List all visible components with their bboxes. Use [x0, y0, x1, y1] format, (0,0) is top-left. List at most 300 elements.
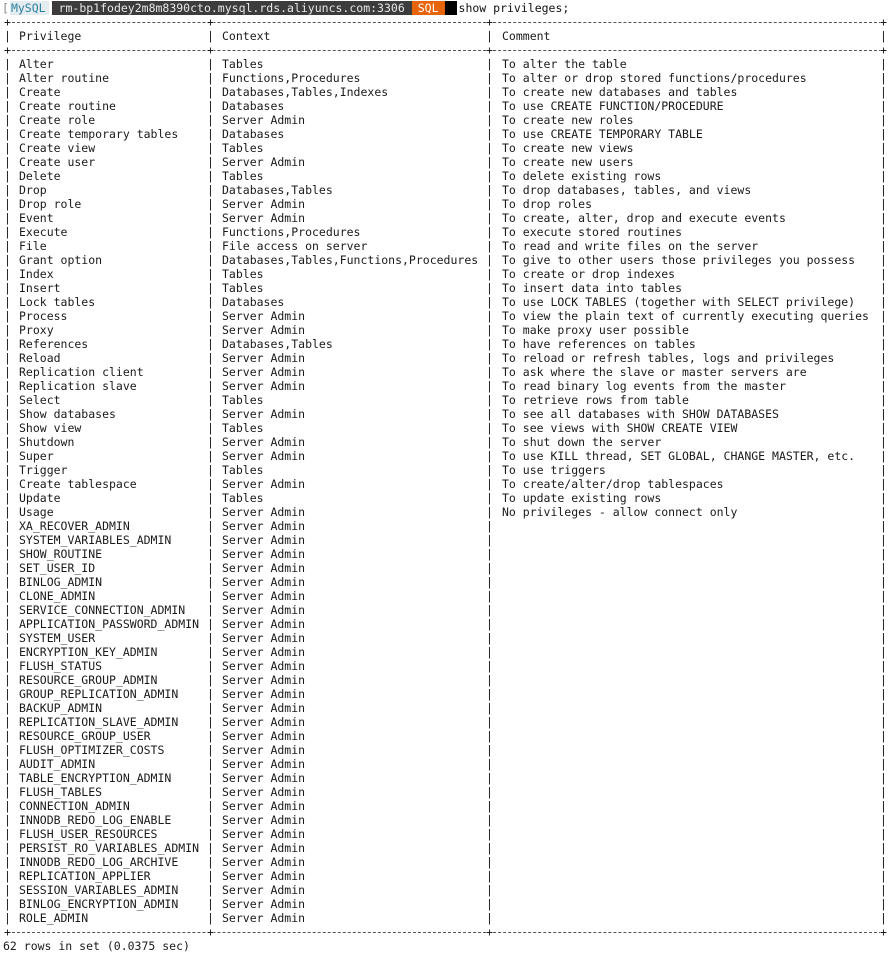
table-cell: APPLICATION_PASSWORD_ADMIN [19, 617, 200, 631]
table-cell: Delete [19, 169, 61, 183]
table-cell: Server Admin [222, 687, 306, 701]
column-separator: | [880, 183, 887, 197]
table-cell: Server Admin [222, 813, 306, 827]
column-separator: | [486, 561, 493, 575]
table-cell: Server Admin [222, 365, 306, 379]
table-cell: Server Admin [222, 197, 306, 211]
table-cell: Server Admin [222, 323, 306, 337]
table-cell: Server Admin [222, 897, 306, 911]
table-cell: To insert data into tables [502, 281, 683, 295]
column-separator: | [880, 71, 887, 85]
column-separator: | [486, 883, 493, 897]
table-row [0, 393, 892, 407]
column-separator: | [4, 379, 11, 393]
table-row [0, 855, 892, 869]
table-cell: To create new views [502, 141, 634, 155]
table-bottom-border [7, 932, 887, 934]
column-separator: | [486, 351, 493, 365]
table-cell: To alter or drop stored functions/procedures [502, 71, 807, 85]
column-separator: | [880, 631, 887, 645]
table-cell: Server Admin [222, 575, 306, 589]
table-row [0, 701, 892, 715]
table-row [0, 505, 892, 519]
shell-prompt [2, 1, 569, 15]
table-row [0, 365, 892, 379]
table-row [0, 841, 892, 855]
table-cell: XA_RECOVER_ADMIN [19, 519, 130, 533]
table-cell: Show view [19, 421, 82, 435]
table-cell: Tables [222, 169, 264, 183]
column-separator: | [880, 393, 887, 407]
table-cell: To create, alter, drop and execute events [502, 211, 786, 225]
table-cell: Tables [222, 57, 264, 71]
column-separator: | [4, 813, 11, 827]
table-row [0, 491, 892, 505]
column-separator: | [486, 155, 493, 169]
table-cell: Create role [19, 113, 96, 127]
table-header-border [7, 50, 887, 52]
table-cell: Alter [19, 57, 54, 71]
table-cell: Functions,Procedures [222, 71, 361, 85]
table-cell: Server Admin [222, 603, 306, 617]
table-row [0, 57, 892, 71]
column-separator: | [207, 575, 214, 589]
column-separator: | [486, 729, 493, 743]
border-corner: + [880, 925, 887, 939]
column-separator: | [486, 841, 493, 855]
table-cell: SHOW_ROUTINE [19, 547, 103, 561]
table-cell: Proxy [19, 323, 54, 337]
table-row [0, 463, 892, 477]
table-cell: Server Admin [222, 771, 306, 785]
table-cell: Grant option [19, 253, 103, 267]
column-separator: | [4, 477, 11, 491]
column-separator: | [880, 673, 887, 687]
column-separator: | [486, 715, 493, 729]
column-separator: | [486, 267, 493, 281]
column-separator: | [486, 477, 493, 491]
table-cell: Server Admin [222, 701, 306, 715]
column-separator: | [207, 617, 214, 631]
table-cell: Index [19, 267, 54, 281]
column-separator: | [207, 715, 214, 729]
table-cell: Databases,Tables,Functions,Procedures [222, 253, 479, 267]
column-separator: | [4, 729, 11, 743]
table-cell: SYSTEM_VARIABLES_ADMIN [19, 533, 172, 547]
column-separator: | [207, 631, 214, 645]
column-separator: | [486, 337, 493, 351]
table-row [0, 617, 892, 631]
table-cell: Server Admin [222, 519, 306, 533]
column-separator: | [207, 183, 214, 197]
column-separator: | [4, 295, 11, 309]
column-separator: | [880, 407, 887, 421]
column-separator: | [880, 85, 887, 99]
table-cell: RESOURCE_GROUP_USER [19, 729, 151, 743]
table-cell: Databases,Tables [222, 337, 333, 351]
column-separator: | [207, 239, 214, 253]
table-cell: REPLICATION_APPLIER [19, 869, 151, 883]
column-separator: | [4, 841, 11, 855]
column-separator: | [4, 183, 11, 197]
column-separator: | [880, 435, 887, 449]
table-cell: Create user [19, 155, 96, 169]
table-row [0, 911, 892, 925]
column-separator: | [486, 757, 493, 771]
column-separator: | [4, 127, 11, 141]
column-separator: | [486, 211, 493, 225]
column-separator: | [207, 799, 214, 813]
column-separator: | [880, 421, 887, 435]
table-cell: Server Admin [222, 155, 306, 169]
column-separator: | [4, 855, 11, 869]
column-separator: | [880, 295, 887, 309]
column-separator: | [207, 547, 214, 561]
table-cell: Server Admin [222, 449, 306, 463]
column-separator: | [4, 323, 11, 337]
table-row [0, 197, 892, 211]
column-separator: | [207, 491, 214, 505]
table-cell: Tables [222, 491, 264, 505]
column-separator: | [4, 869, 11, 883]
column-separator: | [207, 785, 214, 799]
column-separator: | [4, 169, 11, 183]
column-separator: | [880, 267, 887, 281]
table-cell: SESSION_VARIABLES_ADMIN [19, 883, 179, 897]
column-separator: | [4, 743, 11, 757]
column-separator: | [207, 869, 214, 883]
table-cell: Functions,Procedures [222, 225, 361, 239]
table-cell: Tables [222, 393, 264, 407]
column-separator: | [486, 785, 493, 799]
table-row [0, 519, 892, 533]
table-cell: Server Admin [222, 757, 306, 771]
table-cell: Server Admin [222, 561, 306, 575]
table-cell: Server Admin [222, 533, 306, 547]
table-cell: SYSTEM_USER [19, 631, 96, 645]
table-row [0, 85, 892, 99]
column-separator: | [880, 449, 887, 463]
column-separator: | [207, 99, 214, 113]
table-row [0, 883, 892, 897]
column-separator: | [880, 799, 887, 813]
table-row [0, 785, 892, 799]
table-cell: Server Admin [222, 477, 306, 491]
column-separator: | [4, 491, 11, 505]
table-row [0, 575, 892, 589]
table-cell: Update [19, 491, 61, 505]
column-separator: | [486, 29, 493, 43]
table-row [0, 323, 892, 337]
column-separator: | [207, 197, 214, 211]
column-separator: | [207, 505, 214, 519]
table-row [0, 183, 892, 197]
column-separator: | [880, 547, 887, 561]
table-cell: To use CREATE FUNCTION/PROCEDURE [502, 99, 724, 113]
table-row [0, 477, 892, 491]
column-separator: | [486, 281, 493, 295]
table-row [0, 589, 892, 603]
table-row [0, 757, 892, 771]
column-separator: | [207, 897, 214, 911]
column-separator: | [207, 169, 214, 183]
column-separator: | [880, 743, 887, 757]
column-separator: | [4, 631, 11, 645]
table-cell: Super [19, 449, 54, 463]
column-separator: | [4, 407, 11, 421]
table-cell: To use LOCK TABLES (together with SELECT privilege) [502, 295, 856, 309]
table-row [0, 435, 892, 449]
column-separator: | [486, 197, 493, 211]
table-cell: Trigger [19, 463, 68, 477]
table-cell: To reload or refresh tables, logs and privileges [502, 351, 835, 365]
table-row [0, 267, 892, 281]
column-separator: | [486, 99, 493, 113]
table-cell: File [19, 239, 47, 253]
column-separator: | [4, 715, 11, 729]
table-row [0, 239, 892, 253]
column-separator: | [880, 505, 887, 519]
column-separator: | [207, 351, 214, 365]
column-separator: | [207, 687, 214, 701]
column-separator: | [207, 141, 214, 155]
border-corner: + [486, 43, 493, 57]
table-cell: Server Admin [222, 645, 306, 659]
column-separator: | [207, 155, 214, 169]
column-separator: | [4, 687, 11, 701]
column-separator: | [207, 407, 214, 421]
column-separator: | [880, 113, 887, 127]
table-cell: Databases [222, 295, 285, 309]
table-cell: Event [19, 211, 54, 225]
column-separator: | [486, 239, 493, 253]
table-cell: SERVICE_CONNECTION_ADMIN [19, 603, 186, 617]
table-cell: Server Admin [222, 379, 306, 393]
column-separator: | [207, 337, 214, 351]
column-separator: | [880, 351, 887, 365]
column-separator: | [880, 645, 887, 659]
table-cell: GROUP_REPLICATION_ADMIN [19, 687, 179, 701]
column-separator: | [880, 463, 887, 477]
column-separator: | [880, 869, 887, 883]
table-cell: Tables [222, 421, 264, 435]
table-cell: Usage [19, 505, 54, 519]
prompt-client-label: MySQL [10, 1, 49, 15]
column-separator: | [207, 253, 214, 267]
table-cell: Server Admin [222, 869, 306, 883]
column-separator: | [207, 911, 214, 925]
column-separator: | [4, 57, 11, 71]
column-separator: | [486, 71, 493, 85]
table-cell: AUDIT_ADMIN [19, 757, 96, 771]
table-cell: To ask where the slave or master servers are [502, 365, 807, 379]
column-separator: | [486, 407, 493, 421]
border-corner: + [880, 15, 887, 29]
column-separator: | [4, 85, 11, 99]
column-separator: | [880, 197, 887, 211]
table-row [0, 253, 892, 267]
column-separator: | [4, 589, 11, 603]
column-separator: | [4, 365, 11, 379]
column-separator: | [880, 141, 887, 155]
column-separator: | [880, 239, 887, 253]
command-input[interactable]: show privileges; [458, 1, 570, 15]
table-cell: Server Admin [222, 435, 306, 449]
table-row [0, 225, 892, 239]
table-cell: Server Admin [222, 785, 306, 799]
column-separator: | [4, 309, 11, 323]
table-cell: To alter the table [502, 57, 627, 71]
column-separator: | [486, 127, 493, 141]
column-separator: | [880, 757, 887, 771]
column-separator: | [880, 519, 887, 533]
column-separator: | [486, 687, 493, 701]
table-cell: To use KILL thread, SET GLOBAL, CHANGE MASTER, etc. [502, 449, 856, 463]
column-separator: | [207, 365, 214, 379]
table-cell: Server Admin [222, 589, 306, 603]
table-cell: BACKUP_ADMIN [19, 701, 103, 715]
column-separator: | [880, 225, 887, 239]
table-cell: Server Admin [222, 407, 306, 421]
table-cell: Process [19, 309, 68, 323]
table-row [0, 729, 892, 743]
table-cell: Server Admin [222, 211, 306, 225]
table-row [0, 99, 892, 113]
table-cell: REPLICATION_SLAVE_ADMIN [19, 715, 179, 729]
table-cell: CONNECTION_ADMIN [19, 799, 130, 813]
column-separator: | [207, 323, 214, 337]
column-separator: | [4, 211, 11, 225]
column-separator: | [207, 533, 214, 547]
column-separator: | [486, 449, 493, 463]
column-separator: | [486, 743, 493, 757]
table-row [0, 645, 892, 659]
table-cell: Server Admin [222, 547, 306, 561]
table-cell: To execute stored routines [502, 225, 683, 239]
table-cell: Server Admin [222, 309, 306, 323]
table-cell: To use triggers [502, 463, 606, 477]
border-corner: + [4, 43, 11, 57]
table-cell: Server Admin [222, 799, 306, 813]
table-cell: TABLE_ENCRYPTION_ADMIN [19, 771, 172, 785]
column-separator: | [4, 533, 11, 547]
table-cell: To have references on tables [502, 337, 696, 351]
table-row [0, 827, 892, 841]
column-separator: | [486, 547, 493, 561]
column-separator: | [486, 393, 493, 407]
table-cell: Server Admin [222, 743, 306, 757]
column-separator: | [486, 519, 493, 533]
table-row [0, 547, 892, 561]
column-separator: | [880, 337, 887, 351]
column-separator: | [486, 225, 493, 239]
column-separator: | [4, 771, 11, 785]
table-row [0, 351, 892, 365]
table-cell: Reload [19, 351, 61, 365]
border-corner: + [486, 15, 493, 29]
table-row [0, 687, 892, 701]
column-separator: | [207, 113, 214, 127]
column-separator: | [4, 421, 11, 435]
column-separator: | [4, 561, 11, 575]
column-header: Privilege [19, 29, 82, 43]
table-row [0, 141, 892, 155]
table-cell: Server Admin [222, 351, 306, 365]
column-separator: | [4, 197, 11, 211]
column-separator: | [880, 211, 887, 225]
table-cell: To view the plain text of currently executing queries [502, 309, 869, 323]
column-separator: | [486, 463, 493, 477]
column-separator: | [486, 589, 493, 603]
table-cell: FLUSH_STATUS [19, 659, 103, 673]
table-cell: Server Admin [222, 715, 306, 729]
column-separator: | [880, 99, 887, 113]
column-separator: | [4, 449, 11, 463]
column-separator: | [880, 729, 887, 743]
column-separator: | [4, 519, 11, 533]
table-row [0, 379, 892, 393]
table-cell: To see views with SHOW CREATE VIEW [502, 421, 738, 435]
column-header: Comment [502, 29, 551, 43]
table-row [0, 603, 892, 617]
column-separator: | [207, 855, 214, 869]
column-header: Context [222, 29, 271, 43]
table-cell: Tables [222, 463, 264, 477]
column-separator: | [207, 71, 214, 85]
table-cell: Create view [19, 141, 96, 155]
column-separator: | [880, 897, 887, 911]
column-separator: | [880, 491, 887, 505]
column-separator: | [486, 827, 493, 841]
column-separator: | [4, 281, 11, 295]
column-separator: | [4, 99, 11, 113]
border-corner: + [4, 925, 11, 939]
table-row [0, 211, 892, 225]
column-separator: | [486, 911, 493, 925]
column-separator: | [486, 85, 493, 99]
column-separator: | [486, 631, 493, 645]
border-corner: + [4, 15, 11, 29]
table-cell: BINLOG_ENCRYPTION_ADMIN [19, 897, 179, 911]
column-separator: | [486, 435, 493, 449]
column-separator: | [880, 841, 887, 855]
table-cell: Server Admin [222, 631, 306, 645]
column-separator: | [4, 239, 11, 253]
table-cell: FLUSH_TABLES [19, 785, 103, 799]
column-separator: | [4, 71, 11, 85]
table-cell: Server Admin [222, 729, 306, 743]
table-row [0, 659, 892, 673]
column-separator: | [880, 883, 887, 897]
column-separator: | [4, 29, 11, 43]
table-cell: To create new users [502, 155, 634, 169]
table-cell: To create or drop indexes [502, 267, 676, 281]
column-separator: | [486, 603, 493, 617]
table-cell: FLUSH_OPTIMIZER_COSTS [19, 743, 165, 757]
column-separator: | [880, 701, 887, 715]
table-cell: To read and write files on the server [502, 239, 759, 253]
table-cell: SET_USER_ID [19, 561, 96, 575]
table-cell: To retrieve rows from table [502, 393, 689, 407]
column-separator: | [486, 365, 493, 379]
column-separator: | [486, 813, 493, 827]
column-separator: | [4, 351, 11, 365]
column-separator: | [207, 729, 214, 743]
column-separator: | [207, 645, 214, 659]
column-separator: | [4, 883, 11, 897]
table-row [0, 281, 892, 295]
column-separator: | [486, 799, 493, 813]
